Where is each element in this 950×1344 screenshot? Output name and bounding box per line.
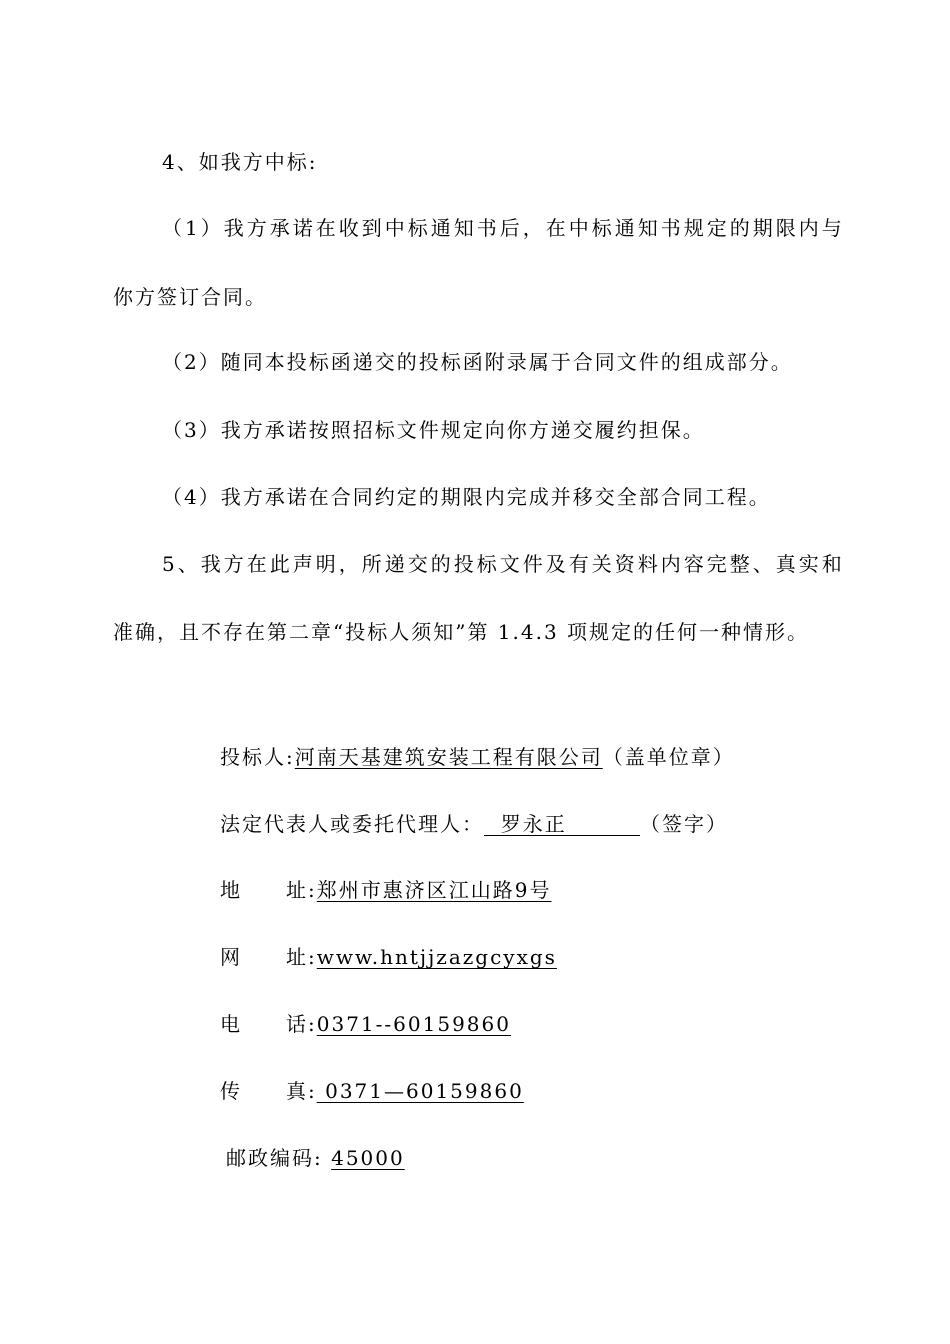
- fax-value: 0371—60159860: [316, 1079, 524, 1103]
- clause-5-line-1: 5、我方在此声明，所递交的投标文件及有关资料内容完整、真实和: [162, 552, 845, 576]
- website-row: [220, 945, 557, 969]
- fax-row: [220, 1079, 524, 1103]
- phone-row: [220, 1012, 511, 1036]
- clause-5-line-2: 准确，且不存在第二章“投标人须知”第 1.4.3 项规定的任何一种情形。: [113, 620, 810, 644]
- clause-4-1-line-2: 你方签订合同。: [113, 285, 267, 309]
- representative-label: 法定代表人或委托代理人：: [220, 812, 484, 836]
- fax-label: 传 真:: [220, 1079, 317, 1103]
- address-row: [220, 878, 551, 902]
- bidder-row: [220, 745, 735, 769]
- representative-name: 罗永正: [500, 812, 567, 836]
- bidder-seal-note: （盖单位章）: [602, 745, 735, 769]
- clause-4-2: （2）随同本投标函递交的投标函附录属于合同文件的组成部分。: [162, 350, 793, 374]
- clause-4-heading: 4、如我方中标:: [162, 150, 318, 174]
- postcode-value: 45000: [331, 1146, 405, 1170]
- clause-4-3: （3）我方承诺按照招标文件规定向你方递交履约担保。: [162, 418, 705, 442]
- address-value: 郑州市惠济区江山路9号: [316, 878, 552, 902]
- representative-sign-note: （签字）: [640, 812, 728, 836]
- clause-4-4: （4）我方承诺在合同约定的期限内完成并移交全部合同工程。: [162, 485, 771, 509]
- bidder-name: 河南天基建筑安装工程有限公司: [294, 745, 603, 769]
- postcode-label: 邮政编码:: [226, 1146, 323, 1170]
- website-value: www.hntjjzazgcyxgs: [316, 945, 557, 969]
- representative-signature: [484, 813, 640, 836]
- postcode-row: [226, 1146, 405, 1170]
- phone-label: 电 话:: [220, 1012, 317, 1036]
- website-label: 网 址:: [220, 945, 317, 969]
- clause-4-1-line-1: （1）我方承诺在收到中标通知书后，在中标通知书规定的期限内与: [162, 216, 845, 240]
- phone-value: 0371--60159860: [316, 1012, 511, 1036]
- bidder-label: 投标人:: [220, 745, 295, 769]
- address-label: 地 址:: [220, 878, 317, 902]
- representative-row: [220, 812, 728, 836]
